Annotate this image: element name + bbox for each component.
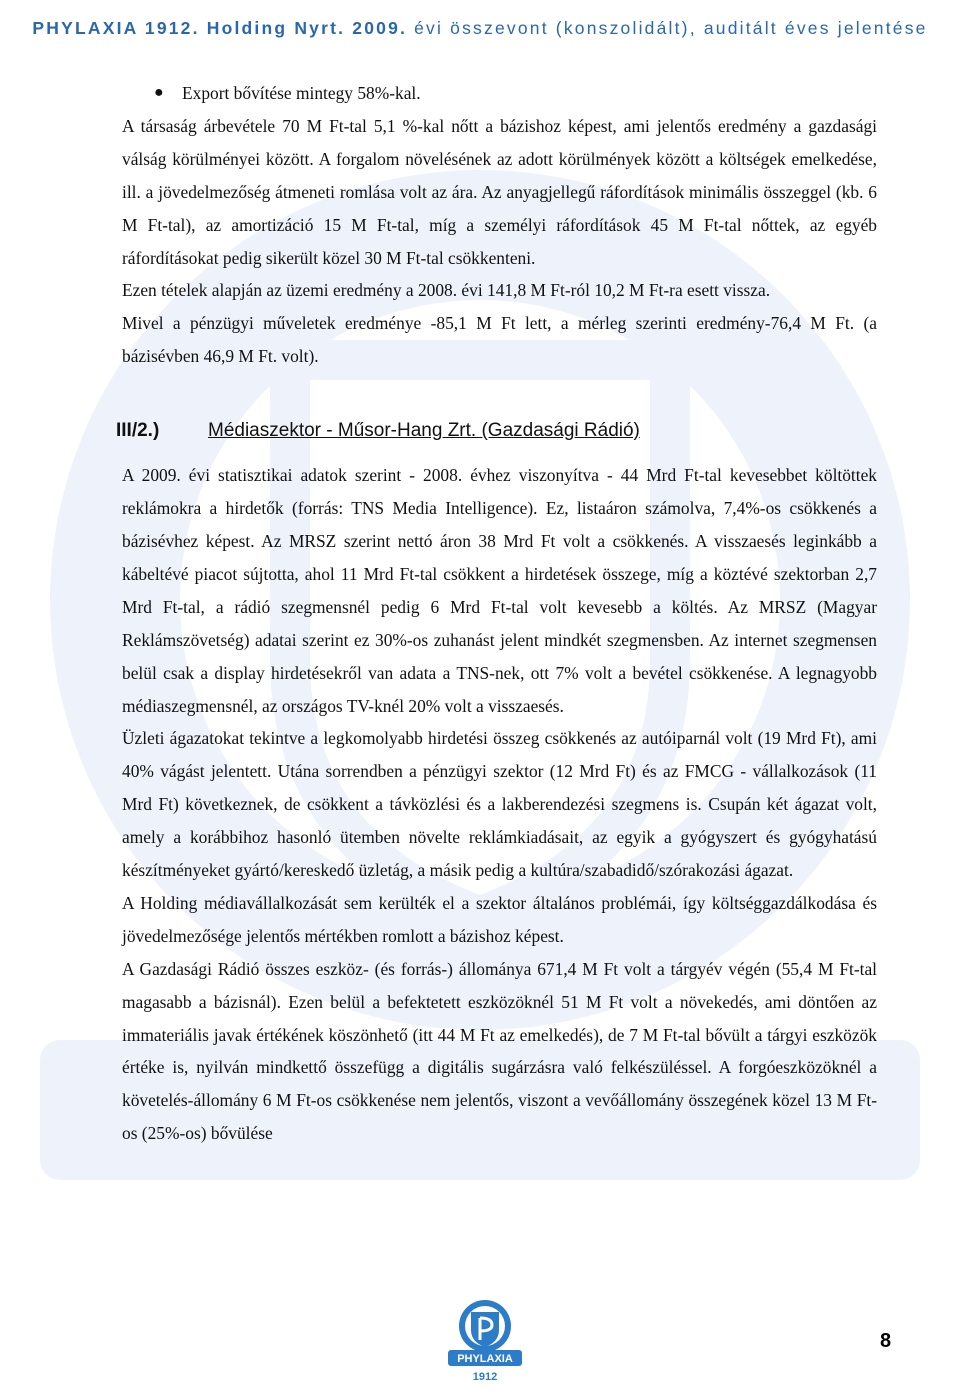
paragraph-operating-result: Ezen tételek alapján az üzemi eredmény a 2008. évi 141,8 M Ft-ról 10,2 M Ft-ra esett vissza. xyxy=(122,280,771,301)
header-company: PHYLAXIA 1912. Holding Nyrt. xyxy=(32,18,346,38)
logo-year: 1912 xyxy=(472,1371,498,1383)
logo-text: PHYLAXIA xyxy=(457,1353,513,1365)
document-body xyxy=(116,77,877,1150)
paragraph-holding-media: A Holding médiavállalkozását sem kerülték el a szektor általános problémái, így költséggazdálkodása és jövedelmezősége jelentős mértékben romlott a bázishoz képest. xyxy=(122,892,877,946)
bullet-list-item xyxy=(122,77,877,110)
page-header xyxy=(0,18,960,39)
paragraph-financial-result: Mivel a pénzügyi műveletek eredménye -85,1 M Ft lett, a mérleg szerinti eredmény-76,4 M Ft. (a bázisévben 46,9 M Ft. volt). xyxy=(122,313,877,367)
paragraph-revenue: A társaság árbevétele 70 M Ft-tal 5,1 %-kal nőtt a bázishoz képest, ami jelentős eredmény a gazdasági válság körülményei között. A forgalom növelésének az adott körülmények között a költségek emelkedése, ill. a jövedelmezőség átmeneti romlása volt az ára. Az anyagjellegű ráfordítások minimális összeggel (kb. 6 M Ft-tal), az amortizáció 15 M Ft-tal, míg a személyi ráfordítások 45 M Ft-tal nőttek, az egyéb ráfordításokat pedig sikerült közel 30 M Ft-tal csökkenteni. xyxy=(122,115,877,268)
section-spacer xyxy=(122,373,877,418)
bullet-text: Export bővítése mintegy 58%-kal. xyxy=(182,83,421,103)
bullet-icon: ● xyxy=(154,84,164,101)
phylaxia-logo xyxy=(446,1298,524,1384)
paragraph-assets: A Gazdasági Rádió összes eszköz- (és forrás-) állománya 671,4 M Ft volt a tárgyév végén (55,4 M Ft-tal magasabb a bázisnál). Ezen belül a befektetett eszközöknél 51 M Ft volt a növekedés, ami döntően az immateriális javak értékének köszönhető (itt 44 M Ft az emelkedés), de 7 M Ft-tal bővült a tárgyi eszközök értéke is, nyilván mindkettő összefügg a digitális sugárzásra való felkészüléssel. A forgóeszközöknél a követelés-állomány 6 M Ft-os csökkenése nem jelentős, viszont a vevőállomány összegének közel 13 M Ft-os (25%-os) bővülése xyxy=(122,958,877,1144)
section-heading xyxy=(116,418,877,444)
section-number: III/2.) xyxy=(116,420,160,442)
paragraph-business-sectors: Üzleti ágazatokat tekintve a legkomolyabb hirdetési összeg csökkenés az autóiparnál volt (19 Mrd Ft), ami 40% vágást jelentett. Utána sorrendben a pénzügyi szektor (12 Mrd Ft) és az FMCG - vállalkozások (11 Mrd Ft) következnek, de csökkent a távközlési és a lakberendezési szegmens is. Csupán két ágazat volt, amely a korábbihoz hasonló ütemben növelte reklámkiadásait, az egyik a gyógyszert és gyógyhatású készítményeket gyártó/kereskedő üzletág, a másik pedig a kultúra/szabadidő/szórakozási ágazat. xyxy=(122,728,877,881)
section-title: Médiaszektor - Műsor-Hang Zrt. (Gazdasági Rádió) xyxy=(208,420,640,442)
paragraph-ad-market: A 2009. évi statisztikai adatok szerint - 2008. évhez viszonyítva - 44 Mrd Ft-tal kevesebbet költöttek reklámokra a hirdetők (forrás: TNS Media Intelligence). Ez, listaáron számolva, 7,4%-os csökkenés a bázisévhez képest. Az MRSZ szerint nettó áron 38 Mrd Ft volt a csökkenés. A visszaesés leginkább a kábeltévé piacot sújtotta, ahol 11 Mrd Ft-tal csökkent a hirdetések összege, míg a köztévé szektorban 2,7 Mrd Ft-tal, a rádió szegmensnél pedig 6 Mrd Ft-tal volt kevesebb a költés. Az MRSZ (Magyar Reklámszövetség) adatai szerint ez 30%-os zuhanást jelent mindkét szegmensben. Az internet szegmensen belül csak a display hirdetésekről van adata a TNS-nek, ott 7% volt a bevétel csökkenése. A legnagyobb médiaszegmensnél, az országos TV-knél 20% volt a visszaesés. xyxy=(122,465,877,716)
header-report-title: évi összevont (konszolidált), auditált éves jelentése xyxy=(414,18,928,38)
header-year: 2009. xyxy=(352,18,408,38)
page-number: 8 xyxy=(880,1330,892,1352)
